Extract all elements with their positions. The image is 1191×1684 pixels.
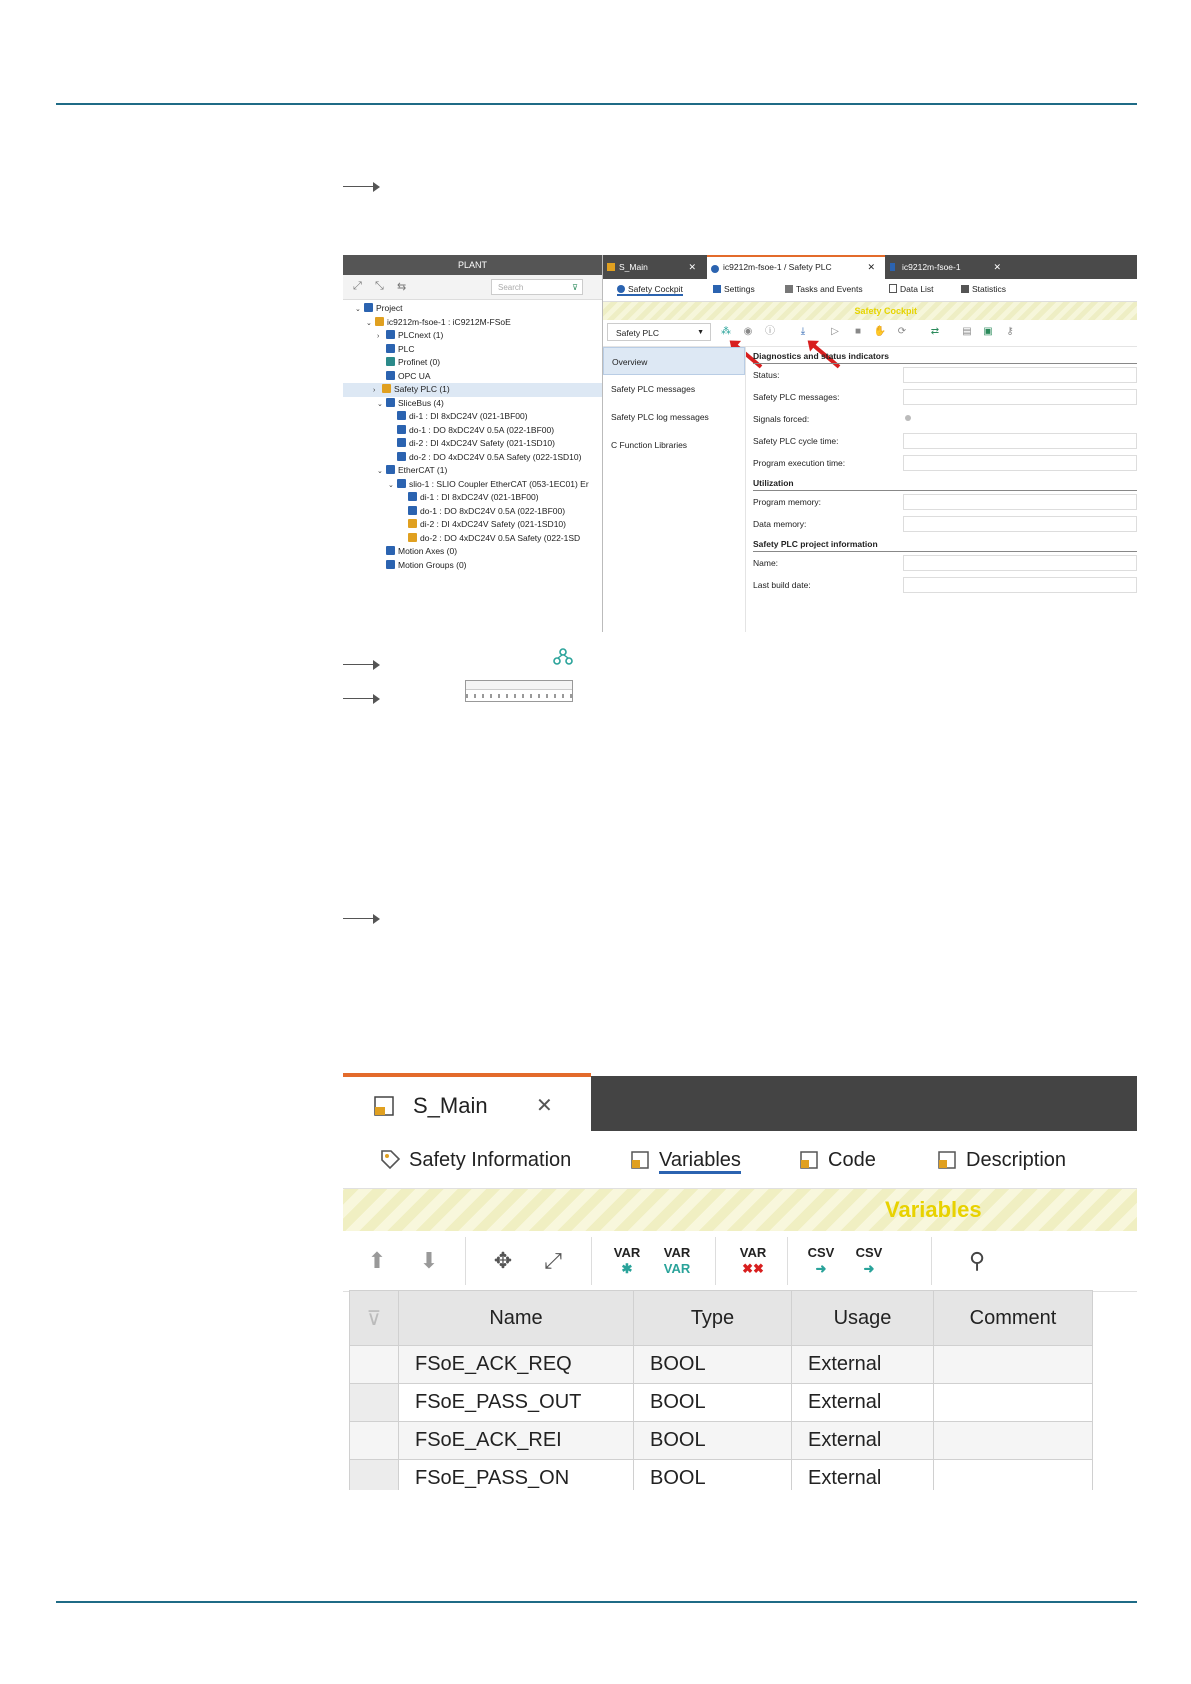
reset-icon[interactable]: ⟳	[897, 326, 907, 337]
device-icon	[397, 411, 406, 420]
tree-item-label: Safety PLC (1)	[394, 384, 450, 394]
tasks-icon	[785, 285, 793, 293]
tree-item-label: Motion Axes (0)	[398, 546, 458, 556]
subtab-code[interactable]: Code	[798, 1148, 876, 1172]
tree-item-label: di-2 : DI 4xDC24V Safety (021-1SD10)	[420, 519, 566, 529]
move-down-icon[interactable]: ⬇	[419, 1248, 439, 1273]
device-icon	[386, 398, 395, 407]
device-icon	[386, 330, 395, 339]
cell-comment	[934, 1384, 1093, 1422]
description-icon	[936, 1148, 958, 1170]
plant-search-input[interactable]	[491, 279, 583, 295]
device-icon	[382, 384, 391, 393]
safety-cockpit-screenshot	[343, 255, 1137, 632]
delete-variable-icon[interactable]: VAR ✖✖	[739, 1245, 767, 1276]
expand-icon[interactable]: ⤢	[544, 1248, 562, 1273]
field-label: Signals forced:	[753, 414, 810, 424]
tree-item-label: EtherCAT (1)	[398, 465, 448, 475]
cell-usage: External	[792, 1460, 934, 1491]
section-diagnostics: Diagnostics and status indicators	[753, 349, 1137, 364]
download-icon[interactable]: ⤓	[800, 326, 806, 337]
tree-item-label: PLC	[398, 343, 415, 354]
start-icon[interactable]: ▷	[831, 326, 839, 337]
tree-item[interactable]	[343, 329, 602, 343]
cockpit-icon	[617, 285, 625, 293]
chevron-down-icon[interactable]: ⌄	[377, 468, 383, 475]
subtab-safety-information[interactable]: Safety Information	[379, 1148, 571, 1172]
cockpit-nav	[603, 347, 746, 632]
sync-icon[interactable]: ⇆	[397, 281, 407, 293]
toolbar-divider	[931, 1237, 932, 1285]
table-row[interactable]	[350, 1422, 1093, 1460]
tree-item-label: SliceBus (4)	[398, 397, 444, 408]
subtab-settings[interactable]: Settings	[713, 284, 755, 294]
device-icon	[397, 452, 406, 461]
field-label: Program execution time:	[753, 458, 846, 468]
stop-icon[interactable]: ■	[854, 326, 862, 337]
cycle-time-field	[903, 433, 1137, 449]
overview-panel	[753, 347, 1137, 596]
tree-item[interactable]	[343, 302, 602, 316]
tree-item[interactable]	[343, 437, 602, 451]
cell-name: FSoE_ACK_REQ	[399, 1346, 634, 1384]
tree-item-label: do-1 : DO 8xDC24V 0.5A (022-1BF00)	[420, 505, 566, 516]
column-name[interactable]: Name	[399, 1291, 634, 1346]
field-row	[753, 491, 1137, 513]
close-icon[interactable]: ✕	[688, 262, 696, 272]
device-icon	[386, 344, 395, 353]
safety-code-icon	[607, 263, 615, 271]
variables-banner: Variables	[343, 1189, 1137, 1231]
nav-messages[interactable]: Safety PLC messages	[611, 384, 696, 394]
cell-type: BOOL	[634, 1384, 792, 1422]
tree-item-label: do-2 : DO 4xDC24V 0.5A Safety (022-1SD	[420, 532, 581, 543]
field-label: Last build date:	[753, 580, 811, 590]
tree-item-label: Motion Groups (0)	[398, 559, 467, 570]
cell-comment	[934, 1422, 1093, 1460]
tree-item[interactable]	[343, 545, 602, 559]
chevron-down-icon: ▼	[697, 329, 704, 336]
cell-name: FSoE_PASS_OUT	[399, 1384, 634, 1422]
close-icon[interactable]: ✕	[867, 262, 875, 272]
tree-item[interactable]	[343, 424, 602, 438]
device-icon	[386, 546, 395, 555]
field-label: Safety PLC cycle time:	[753, 436, 839, 446]
tree-item-label: do-2 : DO 4xDC24V 0.5A Safety (022-1SD10)	[409, 451, 582, 462]
field-label: Safety PLC messages:	[753, 392, 840, 402]
device-icon	[397, 425, 406, 434]
device-icon	[386, 371, 395, 380]
duplicate-variable-icon[interactable]: VAR VAR	[663, 1245, 691, 1276]
table-row[interactable]	[350, 1460, 1093, 1491]
sync-icon[interactable]: ⇄	[930, 326, 940, 337]
nav-overview[interactable]: Overview	[603, 347, 745, 375]
step-arrow	[343, 180, 383, 194]
device-icon	[364, 303, 373, 312]
search-icon[interactable]: ⚲	[968, 1248, 986, 1273]
tab-s-main[interactable]: S_Main ✕	[343, 1073, 591, 1135]
tree-item[interactable]	[343, 370, 602, 384]
subtab-statistics[interactable]: Statistics	[961, 284, 1006, 294]
cell-type: BOOL	[634, 1460, 792, 1491]
subtab-variables[interactable]: Variables	[629, 1148, 741, 1172]
forced-indicator	[905, 415, 911, 421]
toolbar-divider	[465, 1237, 466, 1285]
subtab-description[interactable]: Description	[936, 1148, 1066, 1172]
row-gutter	[350, 1422, 399, 1460]
row-gutter	[350, 1384, 399, 1422]
code-icon	[798, 1148, 820, 1170]
tree-item-label: Project	[376, 303, 403, 313]
subtab-safety-cockpit[interactable]: Safety Cockpit	[617, 284, 683, 296]
collapse-all-icon[interactable]: ⤡	[375, 280, 384, 292]
column-comment[interactable]: Comment	[934, 1291, 1093, 1346]
export-csv-icon[interactable]: CSV ➜	[855, 1245, 883, 1276]
tree-item[interactable]	[343, 397, 602, 411]
device-icon	[386, 560, 395, 569]
program-memory-field	[903, 494, 1137, 510]
safety-plc-icon	[711, 265, 719, 273]
build-date-field	[903, 577, 1137, 593]
cockpit-subtabs	[603, 279, 1137, 302]
tree-item-label: slio-1 : SLIO Coupler EtherCAT (053-1EC01) Er	[409, 478, 589, 489]
lock-icon[interactable]: ▣	[983, 326, 993, 337]
hand-icon[interactable]: ✋	[873, 326, 887, 337]
chevron-down-icon[interactable]: ⌄	[377, 400, 383, 408]
chevron-right-icon[interactable]: ›	[377, 333, 380, 340]
close-icon[interactable]: ✕	[536, 1095, 553, 1117]
s2-subtabs	[343, 1136, 1137, 1189]
tree-item[interactable]	[343, 518, 602, 532]
tree-item[interactable]	[343, 410, 602, 424]
field-label: Name:	[753, 558, 779, 568]
column-usage[interactable]: Usage	[792, 1291, 934, 1346]
field-label: Data memory:	[753, 519, 807, 529]
header-rule	[56, 103, 1137, 105]
tree-item-label: di-1 : DI 8xDC24V (021-1BF00)	[409, 411, 528, 421]
field-label: Status:	[753, 370, 780, 380]
field-row	[753, 552, 1137, 574]
list-icon	[889, 284, 897, 293]
column-type[interactable]: Type	[634, 1291, 792, 1346]
editor-area	[603, 255, 1137, 632]
tree-item[interactable]	[343, 343, 602, 357]
cell-name: FSoE_PASS_ON	[399, 1460, 634, 1491]
table-row[interactable]	[350, 1384, 1093, 1422]
plant-tree	[343, 300, 602, 572]
device-icon	[408, 533, 417, 542]
tree-item-label: ic9212m-fsoe-1 : iC9212M-FSoE	[387, 316, 511, 327]
info-icon[interactable]: ⓘ	[765, 326, 775, 337]
tree-item[interactable]	[343, 491, 602, 505]
tree-item[interactable]	[343, 505, 602, 519]
subtab-data-list[interactable]: Data List	[889, 284, 934, 294]
tree-item[interactable]	[343, 451, 602, 465]
tree-item-label: di-2 : DI 4xDC24V Safety (021-1SD10)	[409, 438, 555, 448]
chevron-right-icon[interactable]: ›	[373, 387, 376, 394]
plant-title: PLANT	[343, 255, 602, 275]
step-arrow	[343, 692, 383, 706]
safety-code-icon	[373, 1095, 395, 1117]
filter-column-icon[interactable]: ⊽	[350, 1291, 399, 1346]
tab-s-main[interactable]: S_Main ✕	[603, 255, 706, 279]
status-field	[903, 367, 1137, 383]
tree-item-label: di-1 : DI 8xDC24V (021-1BF00)	[420, 492, 539, 502]
connect-icon[interactable]: ⁂	[721, 326, 731, 337]
statistics-icon	[961, 285, 969, 293]
table-header	[350, 1291, 1093, 1346]
name-field	[903, 555, 1137, 571]
device-icon	[375, 317, 384, 326]
chevron-down-icon[interactable]: ⌄	[388, 481, 394, 489]
messages-field	[903, 389, 1137, 405]
data-memory-field	[903, 516, 1137, 532]
tree-item[interactable]	[343, 464, 602, 478]
footer-rule	[56, 1601, 1137, 1603]
key-icon[interactable]: ⚷	[1006, 326, 1014, 337]
toolbar-divider	[787, 1237, 788, 1285]
table-row[interactable]	[350, 1346, 1093, 1384]
watch-icon[interactable]: ◉	[743, 326, 753, 337]
toolbar-divider	[591, 1237, 592, 1285]
section-project-info: Safety PLC project information	[753, 537, 1137, 552]
device-icon	[386, 465, 395, 474]
cell-type: BOOL	[634, 1346, 792, 1384]
field-row	[753, 386, 1137, 408]
nav-c-libraries[interactable]: C Function Libraries	[611, 440, 688, 450]
s2-tabs	[343, 1070, 1137, 1136]
tree-item-label: OPC UA	[398, 370, 431, 381]
expand-all-icon[interactable]: ⤢	[353, 280, 362, 292]
search-placeholder: Search	[498, 283, 524, 292]
tab-controller[interactable]: ic9212m-fsoe-1 ✕	[886, 255, 1011, 279]
toolbar-divider	[715, 1237, 716, 1285]
cell-usage: External	[792, 1346, 934, 1384]
toolbar-thumbnail	[465, 680, 573, 702]
close-icon[interactable]: ✕	[993, 262, 1001, 272]
cell-comment	[934, 1346, 1093, 1384]
subtab-tasks[interactable]: Tasks and Events	[785, 284, 863, 294]
cell-name: FSoE_ACK_REI	[399, 1422, 634, 1460]
chevron-down-icon[interactable]: ⌄	[355, 306, 361, 313]
field-row	[753, 452, 1137, 474]
cell-type: BOOL	[634, 1422, 792, 1460]
thumbnail-toolbar	[466, 694, 572, 698]
connect-icon	[553, 648, 573, 666]
field-row	[753, 513, 1137, 535]
tab-safety-plc[interactable]: ic9212m-fsoe-1 / Safety PLC ✕	[707, 255, 885, 279]
filter-icon[interactable]: ⊽	[572, 283, 578, 292]
device-icon	[408, 492, 417, 501]
tree-item-label: Profinet (0)	[398, 357, 441, 367]
cockpit-banner: Safety Cockpit	[603, 302, 1137, 320]
field-row	[753, 430, 1137, 452]
controller-dropdown[interactable]: Safety PLC ▼	[607, 323, 711, 341]
section-utilization: Utilization	[753, 476, 1137, 491]
device-icon	[397, 438, 406, 447]
tree-item[interactable]	[343, 356, 602, 370]
move-up-icon[interactable]: ⬆	[367, 1248, 387, 1273]
tree-item[interactable]	[343, 559, 602, 573]
variables-table	[349, 1290, 1093, 1490]
settings-icon	[713, 285, 721, 293]
variables-screenshot	[343, 1070, 1137, 1490]
report-icon[interactable]: ▤	[962, 326, 972, 337]
tab-strip-background	[591, 1076, 1137, 1131]
import-csv-icon[interactable]: CSV ➜	[807, 1245, 835, 1276]
collapse-icon[interactable]: ✥	[493, 1248, 513, 1273]
plant-toolbar	[343, 275, 602, 300]
step-arrow	[343, 912, 383, 926]
cockpit-toolbar	[603, 320, 1137, 347]
row-gutter	[350, 1346, 399, 1384]
chevron-down-icon[interactable]: ⌄	[366, 319, 372, 327]
tree-item-label: PLCnext (1)	[398, 330, 444, 340]
tree-item[interactable]	[343, 383, 602, 397]
controller-icon	[890, 263, 895, 271]
device-icon	[386, 357, 395, 366]
device-icon	[408, 519, 417, 528]
add-variable-icon[interactable]: VAR ✱	[613, 1245, 641, 1276]
thumbnail-tabs	[466, 681, 572, 690]
step-arrow	[343, 658, 383, 672]
execution-time-field	[903, 455, 1137, 471]
tree-item[interactable]	[343, 532, 602, 546]
cell-usage: External	[792, 1384, 934, 1422]
device-icon	[408, 506, 417, 515]
cell-usage: External	[792, 1422, 934, 1460]
field-row	[753, 408, 1137, 430]
field-row	[753, 574, 1137, 596]
safety-tag-icon	[379, 1148, 401, 1170]
tree-item-label: do-1 : DO 8xDC24V 0.5A (022-1BF00)	[409, 424, 555, 435]
row-gutter	[350, 1460, 399, 1491]
cell-comment	[934, 1460, 1093, 1491]
variables-icon	[629, 1148, 651, 1170]
device-icon	[397, 479, 406, 488]
field-row	[753, 364, 1137, 386]
editor-tabs	[603, 255, 1137, 279]
plant-panel	[343, 255, 603, 632]
nav-log-messages[interactable]: Safety PLC log messages	[611, 412, 709, 422]
field-label: Program memory:	[753, 497, 822, 507]
variables-toolbar	[343, 1231, 1137, 1292]
tree-item[interactable]	[343, 316, 602, 330]
tree-item[interactable]	[343, 478, 602, 492]
